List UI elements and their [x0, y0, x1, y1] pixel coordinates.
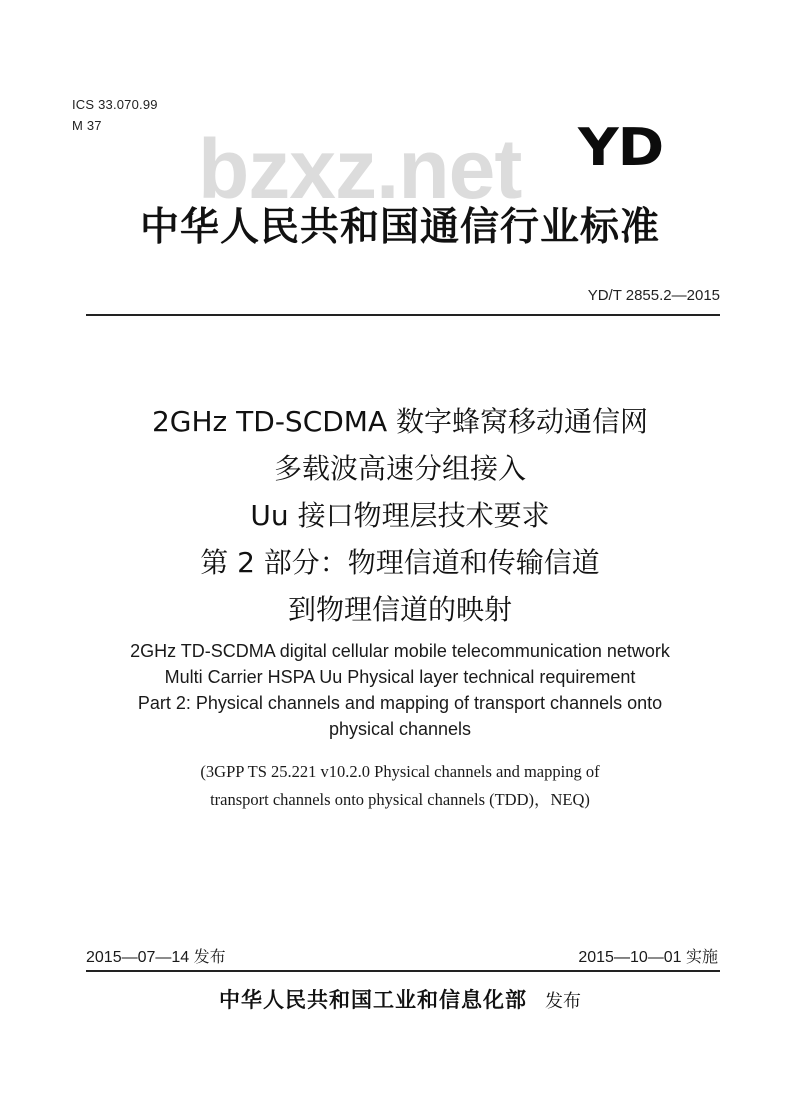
implement-date: 2015—10—01 实施 [578, 949, 718, 966]
footer-divider [86, 970, 720, 972]
chinese-title-line: 2GHz TD-SCDMA 数字蜂窝移动通信网 [151, 405, 649, 438]
chinese-title-line: Uu 接口物理层技术要求 [250, 499, 550, 532]
issuer-name: 中华人民共和国工业和信息化部 [219, 988, 527, 1012]
english-title-line: Part 2: Physical channels and mapping of transport channels onto [137, 693, 663, 713]
english-title-line: 2GHz TD-SCDMA digital cellular mobile telecommunication network [130, 641, 670, 661]
reference-note [40, 758, 760, 814]
chinese-title-line: 第 2 部分：物理信道和传输信道 [200, 546, 600, 579]
yd-logo: YD [578, 118, 664, 178]
chinese-title-line: 到物理信道的映射 [287, 593, 512, 626]
english-title [40, 638, 760, 742]
english-title-line: physical channels [328, 719, 472, 739]
standard-body-title: 中华人民共和国通信行业标准 [139, 205, 660, 250]
issue-word: 发布 [545, 991, 581, 1012]
chinese-title-line: 多载波高速分组接入 [273, 452, 526, 485]
header-divider [86, 314, 720, 316]
chinese-title [40, 398, 760, 633]
reference-line: (3GPP TS 25.221 v10.2.0 Physical channels and mapping of [200, 762, 600, 781]
issue-date: 2015—07—14 发布 [86, 949, 226, 966]
standard-number: YD/T 2855.2—2015 [587, 287, 720, 304]
issuer-line [40, 984, 760, 1014]
ics-code: ICS 33.070.99 [72, 97, 158, 112]
english-title-line: Multi Carrier HSPA Uu Physical layer technical requirement [164, 667, 636, 687]
watermark: bzxz.net [198, 122, 522, 216]
reference-line: transport channels onto physical channels (TDD)，NEQ) [210, 790, 590, 809]
ccs-code: M 37 [72, 118, 102, 133]
